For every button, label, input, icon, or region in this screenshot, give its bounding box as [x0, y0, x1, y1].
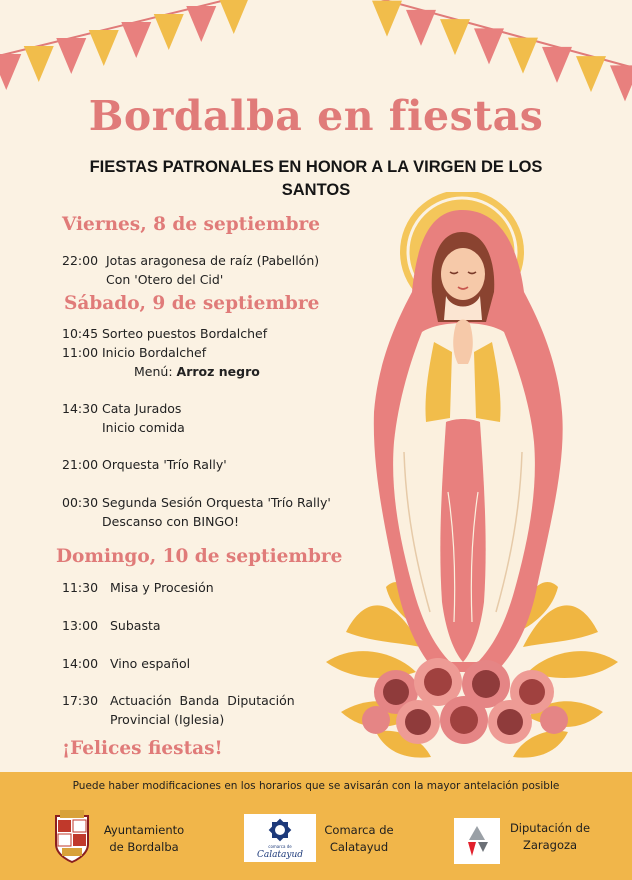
bunting-flag: [219, 0, 249, 34]
day-heading-viernes: Viernes, 8 de septiembre: [62, 214, 321, 235]
bunting-flag: [372, 1, 402, 37]
event-description: Jotas aragonesa de raíz (Pabellón): [106, 253, 320, 268]
bunting-flag: [406, 10, 436, 46]
bunting-flag: [121, 22, 151, 58]
virgin-mary-illustration: [326, 192, 618, 762]
svg-text:Calatayud: Calatayud: [256, 850, 304, 860]
bunting-flag: [474, 28, 504, 64]
bunting-flag: [0, 54, 21, 90]
event-time: 14:30: [62, 401, 99, 416]
event-time: 11:00: [62, 345, 99, 360]
event-time: 21:00: [62, 457, 99, 472]
event-description: Descanso con BINGO!: [102, 513, 239, 529]
day-heading-sabado: Sábado, 9 de septiembre: [64, 293, 320, 314]
comarca-calatayud-logo: [244, 814, 316, 862]
event-description: Inicio Bordalchef: [102, 345, 207, 360]
page-subtitle: FIESTAS PATRONALES EN HONOR A LA VIRGEN DE LOS SANTOS: [89, 158, 543, 199]
event-description: Segunda Sesión Orquesta 'Trío Rally': [102, 495, 331, 510]
event-description: Sorteo puestos Bordalchef: [102, 326, 268, 341]
page-title: Bordalba en fiestas: [88, 92, 544, 140]
coat-of-arms-icon: [52, 808, 92, 864]
dpz-logo: [454, 818, 500, 864]
event-time: 10:45: [62, 326, 99, 341]
event-time: 22:00: [62, 253, 99, 268]
event-description: Actuación Banda Diputación: [110, 693, 295, 708]
sponsor-comarca: Comarca de Calatayud: [324, 823, 394, 854]
sponsor-diputacion: Diputación de Zaragoza: [509, 821, 591, 852]
event-time: 17:30: [62, 693, 99, 708]
schedule-notice: Puede haber modificaciones en los horarios que se avisarán con la mayor antelación posible: [72, 780, 560, 792]
event-time: 14:00: [62, 656, 99, 671]
event-time: 11:30: [62, 580, 99, 595]
menu-label: Menú: Arroz negro: [134, 363, 260, 379]
bunting-flag: [56, 38, 86, 74]
bunting-flag: [440, 19, 470, 55]
bunting-flag: [508, 38, 538, 74]
bunting-flag: [24, 46, 54, 82]
bunting-flag: [576, 56, 606, 92]
event-time: 00:30: [62, 495, 99, 510]
event-description: Inicio comida: [102, 419, 185, 435]
event-description: Con 'Otero del Cid': [106, 271, 224, 287]
event-description: Misa y Procesión: [110, 580, 214, 595]
event-description: Vino español: [110, 656, 191, 671]
sponsor-ayuntamiento: Ayuntamiento de Bordalba: [103, 823, 185, 854]
event-time: 13:00: [62, 618, 99, 633]
footer: [0, 772, 632, 880]
bunting-flag: [542, 47, 572, 83]
bunting-flag: [154, 14, 184, 50]
event-description: Provincial (Iglesia): [110, 711, 225, 727]
menu-value: Arroz negro: [176, 363, 260, 379]
greeting: ¡Felices fiestas!: [62, 738, 223, 759]
bunting-flag: [89, 30, 119, 66]
day-heading-domingo: Domingo, 10 de septiembre: [56, 546, 343, 567]
event-description: Orquesta 'Trío Rally': [102, 457, 227, 472]
bunting-flag: [186, 6, 216, 42]
event-description: Cata Jurados: [102, 401, 182, 416]
event-description: Subasta: [110, 618, 161, 633]
svg-text:comarca de: comarca de: [268, 844, 292, 849]
